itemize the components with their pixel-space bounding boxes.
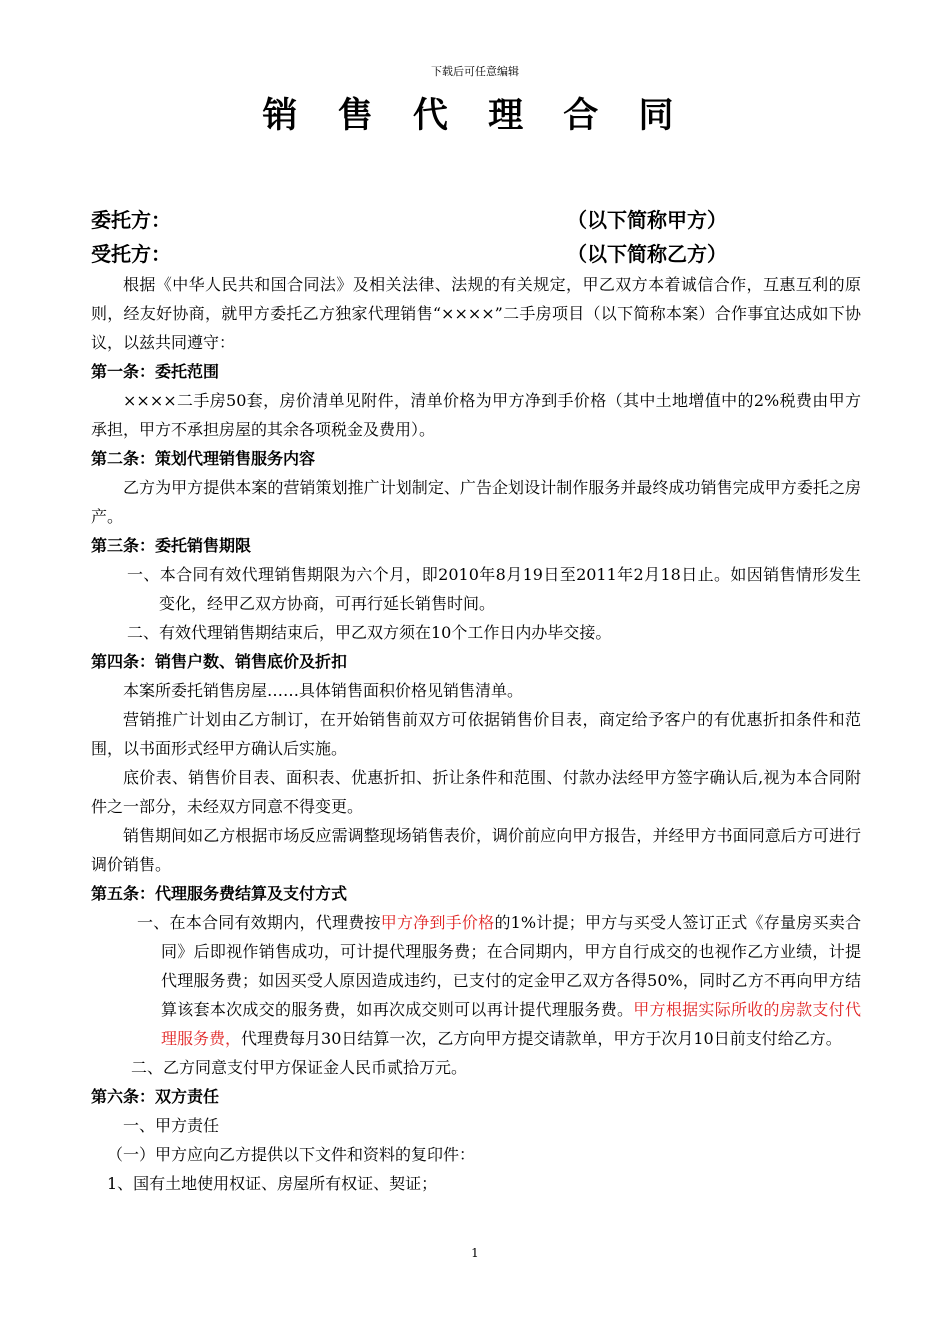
article4-p1: 本案所委托销售房屋……具体销售面积价格见销售清单。 <box>123 681 524 700</box>
agent-abbr: （以下简称乙方） <box>567 242 727 266</box>
article5-item1 <box>91 908 861 1053</box>
contract-title: 销 售 代 理 合 同 <box>262 96 688 136</box>
article5-item1-red-b: 甲方根据实际所收的房款支付代理服务费， <box>161 1000 861 1048</box>
article2-heading: 第二条：策划代理销售服务内容 <box>91 449 316 468</box>
header-note: 下载后可任意编辑 <box>431 65 519 78</box>
article1-text: ××××二手房50套，房价清单见附件，清单价格为甲方净到手价格（其中土地增值中的2%税费由甲方承担，甲方不承担房屋的其余各项税金及费用）。 <box>91 391 861 439</box>
agent-party-line <box>91 238 871 270</box>
client-label: 委托方： <box>91 208 171 232</box>
article3-heading: 第三条：委托销售期限 <box>91 536 252 555</box>
article6-sub2: （一）甲方应向乙方提供以下文件和资料的复印件： <box>107 1145 476 1164</box>
page-number: 1 <box>471 1246 479 1260</box>
article6-heading: 第六条：双方责任 <box>91 1087 220 1106</box>
article5-item1-part-c: 代理费每月30日结算一次，乙方向甲方提交请款单，甲方于次月10日前支付给乙方。 <box>241 1029 842 1048</box>
article6-sub3: 1、国有土地使用权证、房屋所有权证、契证； <box>107 1174 438 1193</box>
client-party-line <box>91 204 871 236</box>
article5-heading: 第五条：代理服务费结算及支付方式 <box>91 884 348 903</box>
article5-item2: 二、乙方同意支付甲方保证金人民币贰拾万元。 <box>131 1058 468 1077</box>
article4-p4: 销售期间如乙方根据市场反应需调整现场销售表价，调价前应向甲方报告，并经甲方书面同意后方可进行调价销售。 <box>91 826 861 874</box>
article5-item1-red-a: 甲方净到手价格 <box>380 913 495 932</box>
contract-body <box>91 270 861 1198</box>
article4-p2: 营销推广计划由乙方制订，在开始销售前双方可依据销售价目表，商定给予客户的有优惠折扣条件和范围，以书面形式经甲方确认后实施。 <box>91 710 861 758</box>
article5-item1-part-b: 的1%计提；甲方与买受人签订正式《存量房买卖合同》后即视作销售成功，可计提代理服务费；在合同期内，甲方自行成交的也视作乙方业绩，计提代理服务费；如因买受人原因造成违约，已支付的定金甲乙双方各得50%，同时乙方不再向甲方结算该套本次成交的服务费，如再次成交则可以再计提代理服务费。 <box>161 913 861 1019</box>
article3-item1: 一、本合同有效代理销售期限为六个月，即2010年8月19日至2011年2月18日止。如因销售情形发生变化，经甲乙双方协商，可再行延长销售时间。 <box>127 565 861 613</box>
client-abbr: （以下简称甲方） <box>567 208 727 232</box>
article2-text: 乙方为甲方提供本案的营销策划推广计划制定、广告企划设计制作服务并最终成功销售完成甲方委托之房产。 <box>91 478 861 526</box>
article1-heading: 第一条：委托范围 <box>91 362 220 381</box>
article6-sub1: 一、甲方责任 <box>123 1116 220 1135</box>
article3-item2: 二、有效代理销售期结束后，甲乙双方须在10个工作日内办毕交接。 <box>127 623 612 642</box>
article4-heading: 第四条：销售户数、销售底价及折扣 <box>91 652 348 671</box>
intro-paragraph: 根据《中华人民共和国合同法》及相关法律、法规的有关规定，甲乙双方本着诚信合作，互惠互利的原则，经友好协商，就甲方委托乙方独家代理销售“××××”二手房项目（以下简称本案）合作事宜达成如下协议，以兹共同遵守： <box>91 275 861 352</box>
article5-item1-part-a: 一、在本合同有效期内，代理费按 <box>137 913 381 932</box>
agent-label: 受托方： <box>91 242 171 266</box>
article4-p3: 底价表、销售价目表、面积表、优惠折扣、折让条件和范围、付款办法经甲方签字确认后,视为本合同附件之一部分，未经双方同意不得变更。 <box>91 768 861 816</box>
